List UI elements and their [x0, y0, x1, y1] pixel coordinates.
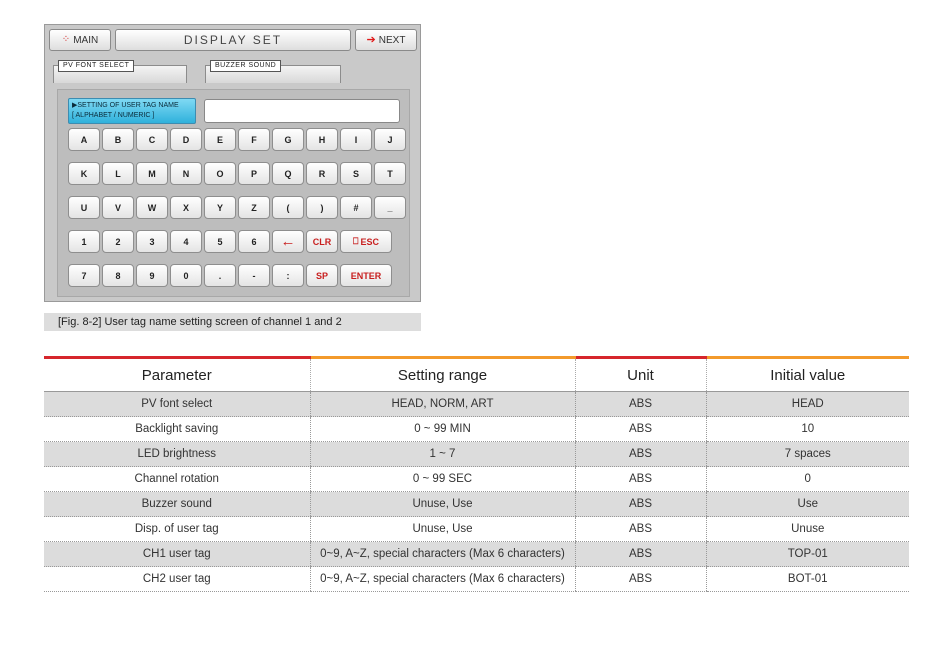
cell-initial-value: TOP-01	[706, 542, 909, 567]
next-label: NEXT	[378, 34, 406, 46]
cell-parameter: CH2 user tag	[44, 567, 310, 592]
main-menu-icon: ⁘	[61, 34, 71, 45]
escape-key-label: ESC	[360, 236, 379, 247]
key-3-label: 3	[149, 236, 155, 247]
parameter-rows	[44, 392, 909, 592]
key-k-label: K	[80, 168, 88, 179]
enter-key[interactable]	[340, 264, 392, 287]
screen-title: DISPLAY SET	[115, 29, 351, 51]
key-q-label: Q	[284, 168, 292, 179]
key-l-label: L	[115, 168, 121, 179]
cell-unit: ABS	[575, 467, 706, 492]
key-g-label: G	[284, 134, 292, 145]
key-m[interactable]	[136, 162, 168, 185]
key-5[interactable]	[204, 230, 236, 253]
escape-key[interactable]	[340, 230, 392, 253]
section-tabs	[49, 59, 417, 83]
key-c-label: C	[148, 134, 156, 145]
cell-parameter: Backlight saving	[44, 417, 310, 442]
backspace-key-label: ←	[280, 233, 296, 250]
cell-unit: ABS	[575, 517, 706, 542]
key-f[interactable]	[238, 128, 270, 151]
arrow-right-icon: ➔	[366, 33, 376, 46]
key-9[interactable]	[136, 264, 168, 287]
key-h-label: H	[318, 134, 326, 145]
cell-unit: ABS	[575, 417, 706, 442]
key-x[interactable]	[170, 196, 202, 219]
keypad-panel	[57, 89, 410, 297]
key-n-label: N	[182, 168, 190, 179]
tab-pv-font-select[interactable]	[53, 62, 187, 83]
tab-buzzer-sound[interactable]	[205, 62, 341, 83]
key-j-label: J	[387, 134, 393, 145]
table-row	[44, 542, 909, 567]
table-row	[44, 392, 909, 417]
key-0-label: 0	[183, 270, 189, 281]
parameter-table	[44, 356, 909, 592]
space-key[interactable]	[306, 264, 338, 287]
key-i[interactable]	[340, 128, 372, 151]
cell-unit: ABS	[575, 392, 706, 417]
cell-setting-range: HEAD, NORM, ART	[310, 392, 575, 417]
cell-parameter: PV font select	[44, 392, 310, 417]
cell-parameter: CH1 user tag	[44, 542, 310, 567]
table-row	[44, 417, 909, 442]
key-s-label: S	[352, 168, 359, 179]
key-e-label: E	[216, 134, 223, 145]
user-tag-label	[68, 98, 196, 124]
key-4[interactable]	[170, 230, 202, 253]
cell-setting-range: 0 ~ 99 MIN	[310, 417, 575, 442]
key-0[interactable]	[170, 264, 202, 287]
key-3[interactable]	[136, 230, 168, 253]
key-open-paren[interactable]	[272, 196, 304, 219]
key-1-label: 1	[81, 236, 87, 247]
key-hash[interactable]	[340, 196, 372, 219]
cell-initial-value: 0	[706, 467, 909, 492]
device-screen	[44, 24, 421, 302]
key-k[interactable]	[68, 162, 100, 185]
table-row	[44, 517, 909, 542]
table-row	[44, 567, 909, 592]
user-tag-input[interactable]	[204, 99, 400, 123]
key-a-label: A	[80, 134, 88, 145]
key-8[interactable]	[102, 264, 134, 287]
key-dash[interactable]	[238, 264, 270, 287]
user-tag-label-line2: [ ALPHABET / NUMERIC ]	[72, 112, 155, 119]
key-2-label: 2	[115, 236, 121, 247]
key-n[interactable]	[170, 162, 202, 185]
cell-initial-value: 7 spaces	[706, 442, 909, 467]
cell-parameter: LED brightness	[44, 442, 310, 467]
header-unit: Unit	[575, 358, 706, 392]
cell-initial-value: Use	[706, 492, 909, 517]
cell-setting-range: Unuse, Use	[310, 492, 575, 517]
key-d-label: D	[182, 134, 190, 145]
key-z[interactable]	[238, 196, 270, 219]
clear-key-label: CLR	[312, 236, 332, 247]
key-z-label: Z	[251, 202, 257, 213]
key-y-label: Y	[216, 202, 223, 213]
key-h[interactable]	[306, 128, 338, 151]
key-r-label: R	[318, 168, 326, 179]
key-i-label: I	[354, 134, 358, 145]
key-2[interactable]	[102, 230, 134, 253]
cell-unit: ABS	[575, 567, 706, 592]
key-o-label: O	[216, 168, 224, 179]
cell-setting-range: 0 ~ 99 SEC	[310, 467, 575, 492]
key-open-paren-label: (	[286, 202, 290, 213]
key-colon[interactable]	[272, 264, 304, 287]
key-6[interactable]	[238, 230, 270, 253]
cell-parameter: Buzzer sound	[44, 492, 310, 517]
cell-initial-value: BOT-01	[706, 567, 909, 592]
key-q[interactable]	[272, 162, 304, 185]
cell-initial-value: HEAD	[706, 392, 909, 417]
key-close-paren[interactable]	[306, 196, 338, 219]
cell-unit: ABS	[575, 492, 706, 517]
key-dash-label: -	[252, 270, 256, 281]
space-key-label: SP	[315, 270, 328, 281]
cell-initial-value: 10	[706, 417, 909, 442]
key-b-label: B	[114, 134, 122, 145]
user-tag-label-line1: ▶SETTING OF USER TAG NAME	[72, 102, 179, 109]
escape-icon: ⎕	[353, 236, 359, 246]
key-x-label: X	[182, 202, 189, 213]
cell-setting-range: 0~9, A~Z, special characters (Max 6 characters)	[310, 567, 575, 592]
key-close-paren-label: )	[320, 202, 324, 213]
key-period-label: .	[218, 270, 222, 281]
key-t[interactable]	[374, 162, 406, 185]
cell-unit: ABS	[575, 542, 706, 567]
key-j[interactable]	[374, 128, 406, 151]
header-initial-value: Initial value	[706, 358, 909, 392]
header-parameter: Parameter	[44, 358, 310, 392]
cell-setting-range: 1 ~ 7	[310, 442, 575, 467]
key-d[interactable]	[170, 128, 202, 151]
cell-initial-value: Unuse	[706, 517, 909, 542]
top-bar	[49, 29, 417, 53]
key-g[interactable]	[272, 128, 304, 151]
cell-setting-range: 0~9, A~Z, special characters (Max 6 characters)	[310, 542, 575, 567]
cell-parameter: Channel rotation	[44, 467, 310, 492]
key-p[interactable]	[238, 162, 270, 185]
figure-caption: [Fig. 8-2] User tag name setting screen of channel 1 and 2	[44, 313, 421, 331]
key-v-label: V	[114, 202, 121, 213]
key-9-label: 9	[149, 270, 155, 281]
cell-parameter: Disp. of user tag	[44, 517, 310, 542]
key-7-label: 7	[81, 270, 87, 281]
key-b[interactable]	[102, 128, 134, 151]
key-v[interactable]	[102, 196, 134, 219]
key-w[interactable]	[136, 196, 168, 219]
key-underscore-label: _	[387, 202, 393, 213]
key-colon-label: :	[286, 270, 290, 281]
key-s[interactable]	[340, 162, 372, 185]
key-u-label: U	[80, 202, 88, 213]
key-m-label: M	[148, 168, 156, 179]
next-button[interactable]	[355, 29, 417, 51]
main-button[interactable]	[49, 29, 111, 51]
key-o[interactable]	[204, 162, 236, 185]
key-7[interactable]	[68, 264, 100, 287]
key-hash-label: #	[353, 202, 359, 213]
key-6-label: 6	[251, 236, 257, 247]
key-t-label: T	[387, 168, 393, 179]
key-c[interactable]	[136, 128, 168, 151]
table-row	[44, 467, 909, 492]
main-label: MAIN	[73, 34, 99, 46]
key-y[interactable]	[204, 196, 236, 219]
table-row	[44, 442, 909, 467]
key-8-label: 8	[115, 270, 121, 281]
key-f-label: F	[251, 134, 257, 145]
key-e[interactable]	[204, 128, 236, 151]
key-p-label: P	[250, 168, 257, 179]
cell-unit: ABS	[575, 442, 706, 467]
table-row	[44, 492, 909, 517]
key-5-label: 5	[217, 236, 223, 247]
clear-key[interactable]	[306, 230, 338, 253]
key-l[interactable]	[102, 162, 134, 185]
tab-buzzer-label: BUZZER SOUND	[210, 60, 281, 72]
key-w-label: W	[147, 202, 157, 213]
key-u[interactable]	[68, 196, 100, 219]
header-setting-range: Setting range	[310, 358, 575, 392]
key-1[interactable]	[68, 230, 100, 253]
tab-pv-label: PV FONT SELECT	[58, 60, 134, 72]
key-underscore[interactable]	[374, 196, 406, 219]
key-4-label: 4	[183, 236, 189, 247]
backspace-key[interactable]	[272, 230, 304, 253]
key-r[interactable]	[306, 162, 338, 185]
key-period[interactable]	[204, 264, 236, 287]
cell-setting-range: Unuse, Use	[310, 517, 575, 542]
key-a[interactable]	[68, 128, 100, 151]
enter-key-label: ENTER	[350, 270, 382, 281]
